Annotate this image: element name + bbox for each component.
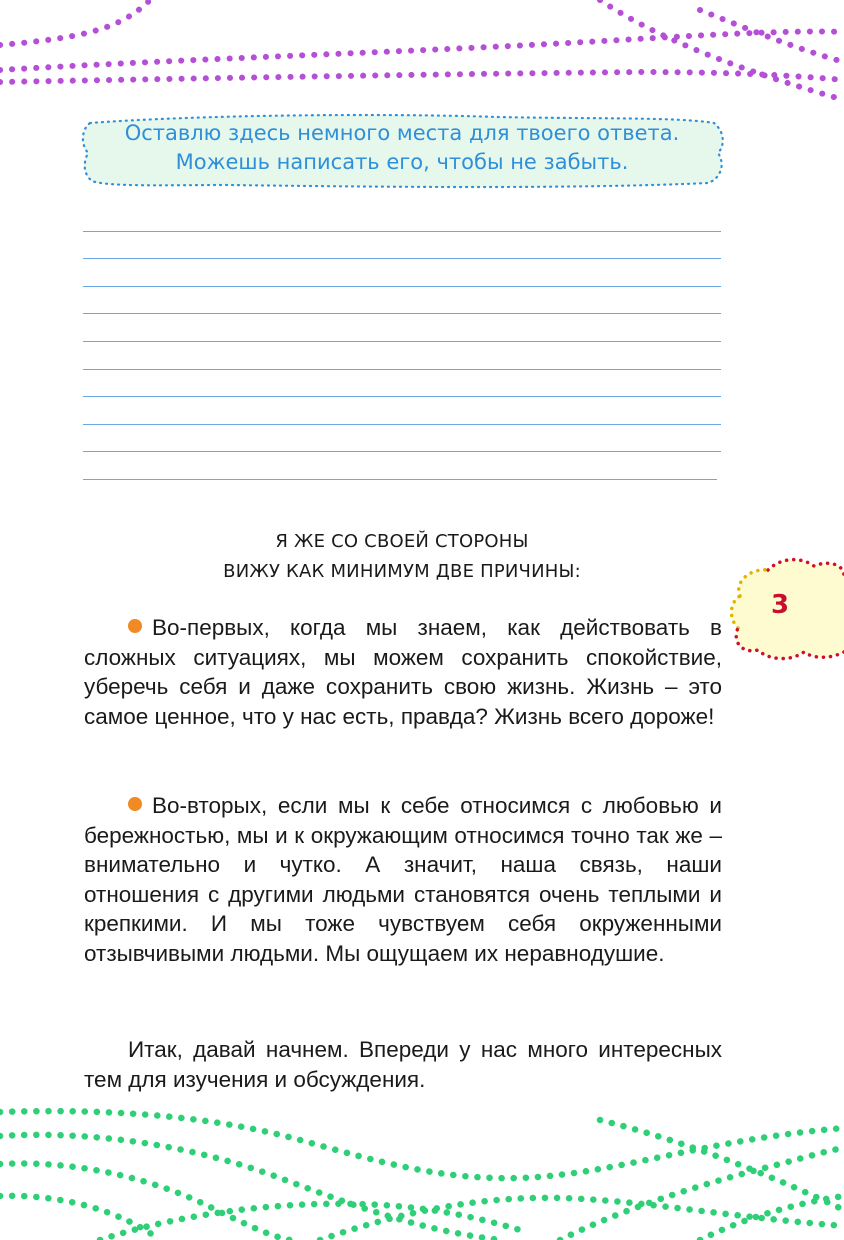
answer-line[interactable] <box>83 397 721 425</box>
callout-line-2: Можешь написать его, чтобы не забыть. <box>175 150 629 174</box>
bottom-dotted-waves-decoration <box>0 1100 844 1240</box>
answer-line[interactable] <box>83 232 721 260</box>
answer-line[interactable] <box>83 342 721 370</box>
section-subtitle <box>82 527 722 587</box>
paragraph-first-reason <box>84 613 722 731</box>
page-number-badge <box>728 556 844 664</box>
answer-line[interactable] <box>83 370 721 398</box>
subtitle-line-1: Я ЖЕ СО СВОЕЙ СТОРОНЫ <box>275 531 529 552</box>
paragraph-closing: Итак, давай начнем. Впереди у нас много интересных тем для изучения и обсуждения. <box>84 1037 722 1092</box>
callout-line-1: Оставлю здесь немного места для твоего ответа. <box>124 121 680 145</box>
bullet-dot-icon <box>128 619 142 633</box>
paragraph-first-text: Во-первых, когда мы знаем, как действовать в сложных ситуациях, мы можем сохранить спокойствие, уберечь себя и даже сохранить свою жизнь. Жизнь – это самое ценное, что у нас есть, правда? Жизнь всего дороже! <box>84 615 722 729</box>
answer-line[interactable] <box>83 204 721 232</box>
answer-line[interactable] <box>83 259 721 287</box>
answer-line[interactable] <box>83 425 721 453</box>
subtitle-line-2: ВИЖУ КАК МИНИМУМ ДВЕ ПРИЧИНЫ: <box>223 561 581 582</box>
answer-line[interactable] <box>83 287 721 315</box>
answer-line[interactable] <box>83 314 721 342</box>
instruction-callout <box>78 113 726 189</box>
paragraph-second-text: Во-вторых, если мы к себе относимся с любовью и бережностью, мы и к окружающим относимся точно так же – внимательно и чутко. А значит, наша связь, наши отношения с другими людьми становятся очень теплыми и крепкими. И мы тоже чувствуем себя окруженными отзывчивыми людьми. Мы ощущаем их неравнодушие. <box>84 793 722 966</box>
paragraph-second-reason <box>84 791 722 968</box>
answer-writing-area[interactable] <box>83 204 721 480</box>
top-dotted-waves-decoration <box>0 0 844 110</box>
page-number: 3 <box>770 590 790 620</box>
bullet-dot-icon <box>128 797 142 811</box>
answer-line[interactable] <box>83 452 717 480</box>
